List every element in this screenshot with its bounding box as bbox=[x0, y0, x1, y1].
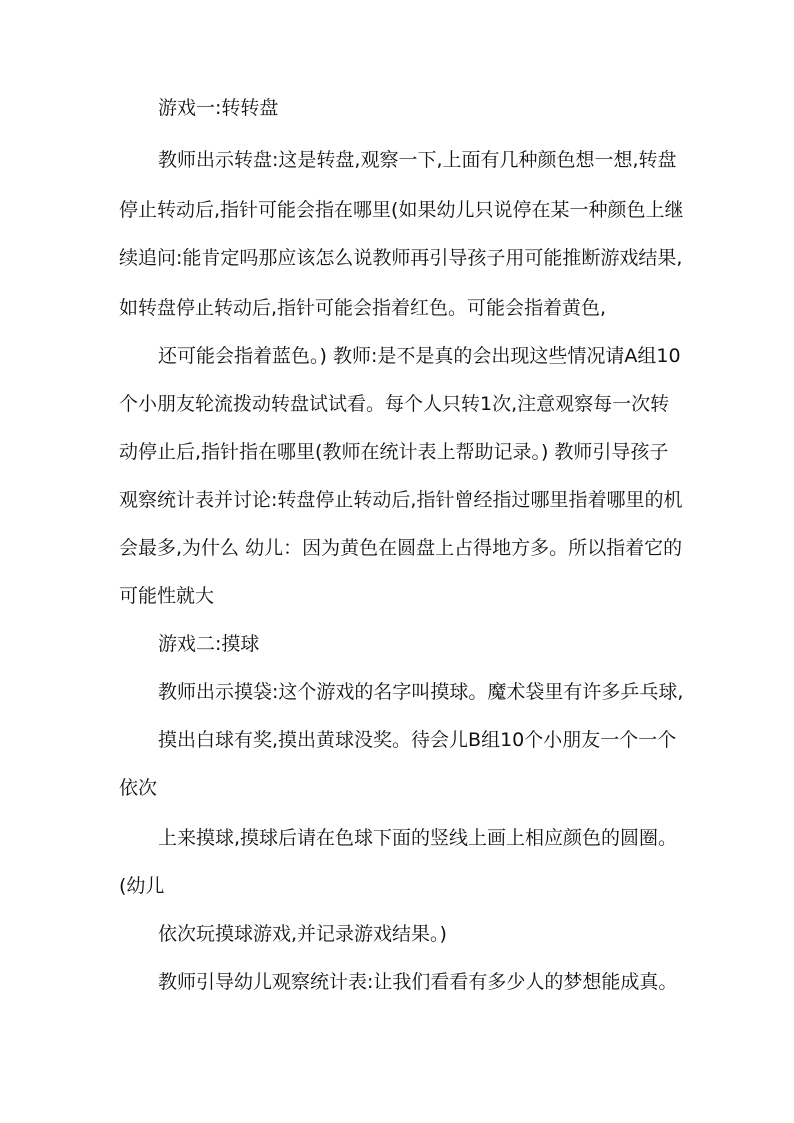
paragraph-line: 依次 bbox=[119, 777, 158, 799]
paragraph-line: 可能性就大 bbox=[119, 585, 215, 607]
paragraph-line: 如转盘停止转动后,指针可能会指着红色。可能会指着黄色, bbox=[119, 297, 607, 319]
paragraph-line: 观察统计表并讨论:转盘停止转动后,指针曾经指过哪里指着哪里的机 bbox=[119, 489, 683, 511]
paragraph-line: 依次玩摸球游戏,并记录游戏结果。) bbox=[158, 923, 447, 945]
paragraph-line: 个小朋友轮流拨动转盘试试看。每个人只转1次,注意观察每一次转 bbox=[119, 393, 670, 415]
heading-game-one: 游戏一:转转盘 bbox=[158, 97, 279, 119]
paragraph-line: 会最多,为什么 幼儿：因为黄色在圆盘上占得地方多。所以指着它的 bbox=[119, 537, 683, 559]
paragraph-line: 教师出示摸袋:这个游戏的名字叫摸球。魔术袋里有许多乒乓球, bbox=[158, 681, 684, 703]
paragraph-line: 摸出白球有奖,摸出黄球没奖。待会儿B组10个小朋友一个一个 bbox=[158, 729, 677, 751]
paragraph-line: 停止转动后,指针可能会指在哪里(如果幼儿只说停在某一种颜色上继 bbox=[119, 199, 684, 221]
paragraph-line: 续追问:能肯定吗那应该怎么说教师再引导孩子用可能推断游戏结果, bbox=[119, 247, 683, 269]
paragraph-line: (幼儿 bbox=[119, 875, 165, 897]
paragraph-line: 教师引导幼儿观察统计表:让我们看看有多少人的梦想能成真。 bbox=[158, 971, 678, 993]
paragraph-line: 教师出示转盘:这是转盘,观察一下,上面有几种颜色想一想,转盘 bbox=[158, 149, 677, 171]
heading-game-two: 游戏二:摸球 bbox=[158, 633, 260, 655]
paragraph-line: 还可能会指着蓝色。) 教师:是不是真的会出现这些情况请A组10 bbox=[158, 345, 681, 367]
paragraph-line: 上来摸球,摸球后请在色球下面的竖线上画上相应颜色的圆圈。 bbox=[158, 827, 678, 849]
paragraph-line: 动停止后,指针指在哪里(教师在统计表上帮助记录。) 教师引导孩子 bbox=[119, 441, 669, 463]
